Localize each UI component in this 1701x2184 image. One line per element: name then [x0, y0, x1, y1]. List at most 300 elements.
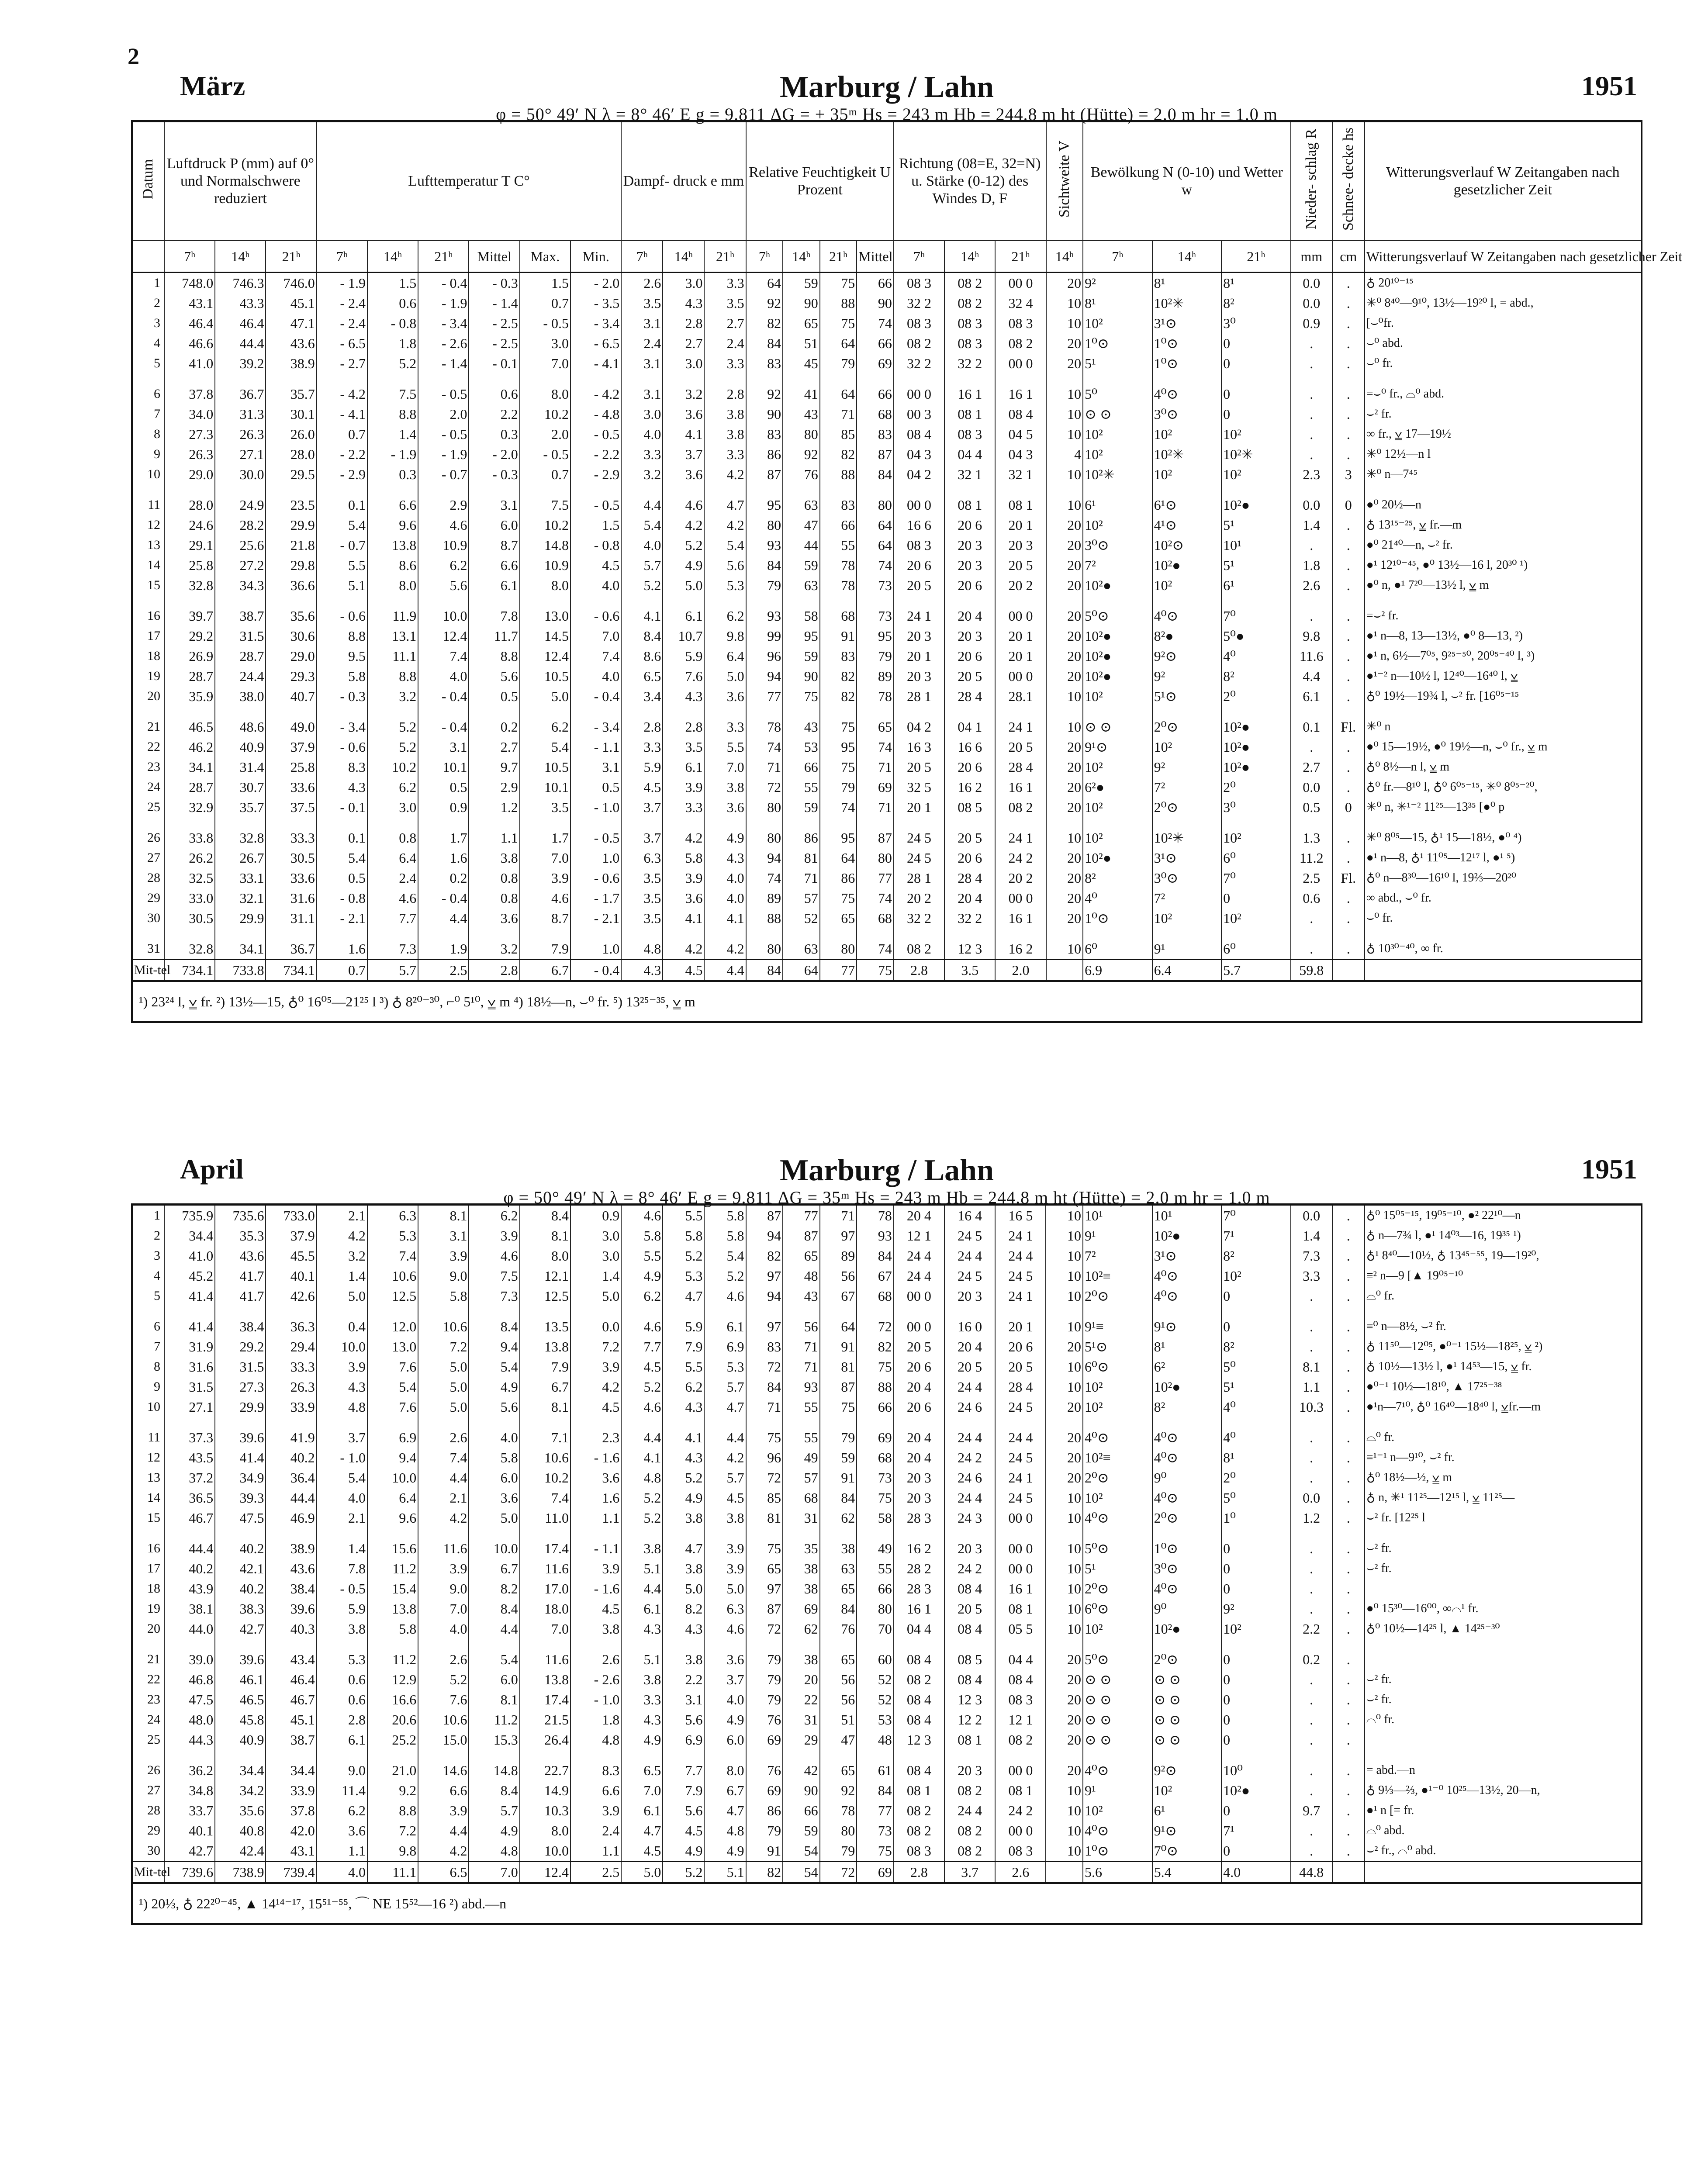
value-cell: 84 — [746, 333, 783, 353]
value-cell: 82 — [820, 444, 857, 464]
value-cell: 5.5 — [621, 1246, 663, 1266]
value-cell: 08 2 — [894, 1821, 944, 1841]
value-cell: 52 — [783, 908, 820, 928]
value-cell: 5.6 — [469, 1397, 519, 1417]
value-cell: 8.2 — [469, 1579, 519, 1599]
value-cell: 5.2 — [621, 1377, 663, 1397]
value-cell: 20 1 — [995, 1306, 1046, 1337]
weather-notes-cell: ♁⁰ n—8³⁰—16¹⁰ l, 19⅔—20²⁰ — [1365, 868, 1642, 888]
value-cell: 8.0 — [367, 575, 418, 595]
value-cell: 10²● — [1221, 706, 1291, 737]
value-cell: 7.4 — [367, 1246, 418, 1266]
value-cell: 68 — [783, 1488, 820, 1508]
value-cell: 26.9 — [164, 646, 215, 666]
weather-notes-cell: ⌣² fr. — [1365, 1559, 1642, 1579]
value-cell: 3.3 — [621, 444, 663, 464]
table-row — [132, 1448, 1642, 1468]
value-cell: . — [1291, 1417, 1332, 1448]
value-cell: 75 — [820, 1397, 857, 1417]
value-cell: 3.8 — [704, 404, 746, 424]
value-cell: 10¹ — [1221, 535, 1291, 555]
value-cell: 97 — [746, 1306, 783, 1337]
value-cell: 0 — [1332, 797, 1365, 817]
day-cell: 5 — [132, 1286, 164, 1306]
value-cell: 5.0 — [663, 575, 704, 595]
value-cell: 6⁰ — [1221, 928, 1291, 960]
weather-notes-cell: ♁ n—7¾ l, ●¹ 14⁰³—16, 19³⁵ ¹) — [1365, 1226, 1642, 1246]
value-cell: 38.0 — [215, 686, 266, 706]
value-cell: 29 — [783, 1730, 820, 1750]
value-cell: - 1.9 — [418, 444, 469, 464]
value-cell: 0 — [1221, 1690, 1291, 1710]
value-cell: 31.4 — [215, 757, 266, 777]
mean-cell: 84 — [746, 960, 783, 981]
value-cell: 10²● — [1221, 737, 1291, 757]
value-cell: 7² — [1152, 888, 1222, 908]
value-cell: 29.2 — [164, 626, 215, 646]
value-cell: 8¹ — [1221, 1448, 1291, 1468]
table-row — [132, 1226, 1642, 1246]
value-cell: 44 — [783, 535, 820, 555]
value-cell: 2.1 — [317, 1508, 367, 1528]
value-cell: - 3.5 — [570, 293, 621, 313]
value-cell: 10² — [1083, 1397, 1152, 1417]
weather-notes-cell: ●⁰⁻¹ 10½—18¹⁰, ▲ 17²⁵⁻³⁸ — [1365, 1377, 1642, 1397]
mean-cell: 82 — [746, 1862, 783, 1883]
value-cell: 10.1 — [418, 757, 469, 777]
value-cell: 6.2 — [367, 777, 418, 797]
value-cell: 31.5 — [215, 1357, 266, 1377]
value-cell: 4.5 — [704, 1488, 746, 1508]
value-cell: 04 2 — [894, 706, 944, 737]
value-cell: 10² — [1152, 908, 1222, 928]
weather-notes-cell: ∞ fr., ⩣ 17—19½ — [1365, 424, 1642, 444]
value-cell: 00 0 — [995, 1508, 1046, 1528]
value-cell: 20 3 — [944, 1750, 995, 1780]
value-cell: 4.9 — [663, 1841, 704, 1862]
value-cell: - 3.4 — [317, 706, 367, 737]
weather-notes-cell: ●⁰ n, ●¹ 7²⁰—13½ l, ⩣ m — [1365, 575, 1642, 595]
value-cell: 7.6 — [367, 1357, 418, 1377]
mean-cell: 5.7 — [1221, 960, 1291, 981]
value-cell: 7.2 — [367, 1821, 418, 1841]
value-cell: 65 — [746, 1559, 783, 1579]
value-cell: 0.1 — [1291, 706, 1332, 737]
col-dampfdruck: Dampf- druck e mm — [621, 121, 746, 241]
value-cell: 37.9 — [266, 1226, 316, 1246]
value-cell: 10²● — [1083, 626, 1152, 646]
value-cell: 4⁰⊙ — [1152, 1286, 1222, 1306]
table-row — [132, 1690, 1642, 1710]
value-cell: 39.6 — [215, 1639, 266, 1669]
value-cell: 10² — [1152, 575, 1222, 595]
value-cell: 75 — [820, 757, 857, 777]
value-cell: 10.5 — [520, 666, 570, 686]
value-cell: 5.0 — [469, 1508, 519, 1528]
value-cell: 42.1 — [215, 1559, 266, 1579]
value-cell: 20 2 — [894, 888, 944, 908]
value-cell: - 1.6 — [570, 1579, 621, 1599]
weather-notes-cell: ✳⁰ 8⁰⁵—15, ♁¹ 15—18½, ●⁰ ⁴) — [1365, 817, 1642, 848]
value-cell: 55 — [783, 1417, 820, 1448]
value-cell: 8¹ — [1152, 1337, 1222, 1357]
month-title: März — [180, 70, 245, 101]
value-cell: . — [1291, 1468, 1332, 1488]
value-cell: 80 — [857, 848, 894, 868]
mean-cell: 738.9 — [215, 1862, 266, 1883]
value-cell: 3.0 — [621, 404, 663, 424]
value-cell: 10²● — [1152, 555, 1222, 575]
value-cell: 16.6 — [367, 1690, 418, 1710]
value-cell: 45.1 — [266, 293, 316, 313]
table-row — [132, 706, 1642, 737]
value-cell: 33.6 — [266, 777, 316, 797]
value-cell: 4.2 — [570, 1377, 621, 1397]
value-cell: 5.2 — [621, 1508, 663, 1528]
value-cell: 39.0 — [164, 1639, 215, 1669]
value-cell: 20 1 — [995, 515, 1046, 535]
value-cell: 80 — [820, 928, 857, 960]
value-cell: 4.9 — [663, 1488, 704, 1508]
value-cell: 16 1 — [995, 908, 1046, 928]
value-cell: 2⁰⊙ — [1152, 1508, 1222, 1528]
sub-header: cm — [1332, 241, 1365, 273]
value-cell: - 0.5 — [317, 1579, 367, 1599]
value-cell: 0 — [1221, 333, 1291, 353]
value-cell: - 3.4 — [570, 313, 621, 333]
day-cell: 24 — [132, 1710, 164, 1730]
weather-notes-cell: ●¹ n—8, ♁¹ 11⁰⁵—12¹⁷ l, ●¹ ⁵) — [1365, 848, 1642, 868]
value-cell: 10 — [1046, 1599, 1083, 1619]
value-cell: 24.4 — [215, 666, 266, 686]
day-cell: 17 — [132, 626, 164, 646]
value-cell: 36.5 — [164, 1488, 215, 1508]
value-cell: 00 0 — [995, 1559, 1046, 1579]
value-cell: 20 — [1046, 646, 1083, 666]
value-cell: 10²● — [1152, 1226, 1222, 1246]
value-cell: ⊙ ⊙ — [1152, 1690, 1222, 1710]
value-cell: 69 — [857, 353, 894, 373]
value-cell: . — [1332, 1750, 1365, 1780]
value-cell: 40.2 — [266, 1448, 316, 1468]
value-cell: 7.0 — [570, 626, 621, 646]
value-cell: 34.8 — [164, 1780, 215, 1800]
value-cell: 10² — [1221, 464, 1291, 484]
value-cell: 6¹ — [1083, 484, 1152, 515]
value-cell: 13.0 — [367, 1337, 418, 1357]
value-cell: 7.5 — [367, 373, 418, 404]
value-cell: 5⁰ — [1221, 1488, 1291, 1508]
value-cell: 31.5 — [164, 1377, 215, 1397]
value-cell: 22 — [783, 1690, 820, 1710]
value-cell: 92 — [783, 444, 820, 464]
value-cell: 12.5 — [367, 1286, 418, 1306]
value-cell: 10 — [1046, 1286, 1083, 1306]
value-cell: 69 — [857, 777, 894, 797]
value-cell: 3.8 — [663, 1559, 704, 1579]
value-cell: 7.0 — [704, 757, 746, 777]
value-cell: 20 — [1046, 555, 1083, 575]
value-cell: 42.0 — [266, 1821, 316, 1841]
value-cell: 97 — [820, 1226, 857, 1246]
value-cell: 66 — [857, 273, 894, 294]
value-cell: 56 — [783, 1306, 820, 1337]
value-cell: 11.2 — [367, 1559, 418, 1579]
value-cell: 0.8 — [469, 888, 519, 908]
value-cell: - 2.6 — [570, 1669, 621, 1690]
mean-cell — [1365, 960, 1642, 981]
value-cell: 20.6 — [367, 1710, 418, 1730]
value-cell: 6.9 — [367, 1417, 418, 1448]
value-cell: 46.7 — [266, 1690, 316, 1710]
value-cell: 21.8 — [266, 535, 316, 555]
table-row — [132, 1306, 1642, 1337]
value-cell: 3.9 — [469, 1226, 519, 1246]
value-cell: 24 1 — [995, 817, 1046, 848]
value-cell: 1⁰⊙ — [1083, 1841, 1152, 1862]
value-cell: 10 — [1046, 1226, 1083, 1246]
value-cell: 8.4 — [621, 626, 663, 646]
day-cell: 4 — [132, 1266, 164, 1286]
value-cell: 5.2 — [367, 353, 418, 373]
value-cell: 4.0 — [621, 535, 663, 555]
value-cell: - 2.7 — [317, 353, 367, 373]
value-cell: 9² — [1152, 666, 1222, 686]
value-cell: 46.5 — [215, 1690, 266, 1710]
value-cell: 26.4 — [520, 1730, 570, 1750]
value-cell: 51 — [783, 333, 820, 353]
value-cell: 59 — [783, 273, 820, 294]
value-cell: 3.8 — [663, 1639, 704, 1669]
value-cell: 15.3 — [469, 1730, 519, 1750]
value-cell: 6.1 — [663, 757, 704, 777]
day-cell: 20 — [132, 1619, 164, 1639]
value-cell: 66 — [820, 515, 857, 535]
value-cell: 746.3 — [215, 273, 266, 294]
weather-notes-cell: ⌣² fr. — [1365, 1690, 1642, 1710]
value-cell: 4⁰⊙ — [1152, 1488, 1222, 1508]
value-cell: 72 — [746, 1468, 783, 1488]
value-cell: 46.4 — [164, 313, 215, 333]
value-cell: 10 — [1046, 1246, 1083, 1266]
value-cell: - 0.5 — [418, 373, 469, 404]
value-cell: 74 — [857, 928, 894, 960]
value-cell: 0 — [1221, 1639, 1291, 1669]
value-cell: 79 — [820, 777, 857, 797]
value-cell: 30.7 — [215, 777, 266, 797]
value-cell: 8.4 — [469, 1306, 519, 1337]
value-cell: 69 — [857, 1417, 894, 1448]
value-cell: - 0.8 — [570, 535, 621, 555]
value-cell: 52 — [857, 1669, 894, 1690]
value-cell: 80 — [783, 424, 820, 444]
value-cell: 10²● — [1221, 1780, 1291, 1800]
value-cell: 1.3 — [1291, 817, 1332, 848]
value-cell: 10² — [1221, 1619, 1291, 1639]
table-row — [132, 1750, 1642, 1780]
sub-header: 7ʰ — [1083, 241, 1152, 273]
weather-notes-cell: ≡¹⁻¹ n—9¹⁰, ⌣² fr. — [1365, 1448, 1642, 1468]
value-cell: 5.9 — [317, 1599, 367, 1619]
value-cell: 8¹ — [1083, 293, 1152, 313]
value-cell: 2⁰ — [1221, 777, 1291, 797]
value-cell: 44.4 — [266, 1488, 316, 1508]
value-cell: - 0.1 — [469, 353, 519, 373]
value-cell: 4.3 — [621, 1710, 663, 1730]
value-cell: 5⁰ — [1221, 1357, 1291, 1377]
value-cell: 5.2 — [418, 1669, 469, 1690]
march-table — [131, 120, 1683, 1023]
value-cell: 11.2 — [1291, 848, 1332, 868]
value-cell: 28 3 — [894, 1579, 944, 1599]
value-cell: 4⁰ — [1221, 1397, 1291, 1417]
value-cell: - 3.4 — [418, 313, 469, 333]
value-cell: - 0.4 — [418, 706, 469, 737]
weather-notes-cell: ≡² n—9 [▲ 19⁰⁵⁻¹⁰ — [1365, 1266, 1642, 1286]
value-cell: 56 — [820, 1690, 857, 1710]
mean-cell: 5.7 — [367, 960, 418, 981]
value-cell: 24 5 — [894, 817, 944, 848]
value-cell: 29.8 — [266, 555, 316, 575]
value-cell: 0.1 — [317, 817, 367, 848]
value-cell: 46.9 — [266, 1508, 316, 1528]
value-cell: - 0.5 — [570, 424, 621, 444]
value-cell: 28.7 — [164, 777, 215, 797]
march-mean-row — [132, 960, 1642, 981]
col-feuchte: Relative Feuchtigkeit U Prozent — [746, 121, 894, 241]
value-cell: 46.5 — [164, 706, 215, 737]
value-cell: 34.4 — [164, 1226, 215, 1246]
value-cell: . — [1332, 1205, 1365, 1226]
value-cell: 75 — [820, 706, 857, 737]
station-title: Marburg / Lahn — [779, 70, 994, 104]
value-cell: 0.6 — [469, 373, 519, 404]
value-cell: 59 — [783, 1821, 820, 1841]
day-cell: 3 — [132, 1246, 164, 1266]
value-cell: 2.0 — [520, 424, 570, 444]
value-cell: 15.0 — [418, 1730, 469, 1750]
value-cell: ⊙ ⊙ — [1083, 1669, 1152, 1690]
value-cell: 7.4 — [570, 646, 621, 666]
value-cell: 08 1 — [894, 1780, 944, 1800]
value-cell: . — [1291, 1780, 1332, 1800]
value-cell: 0 — [1221, 404, 1291, 424]
value-cell: 5.5 — [663, 1357, 704, 1377]
value-cell: 4.5 — [570, 1397, 621, 1417]
value-cell: 21.5 — [520, 1710, 570, 1730]
value-cell: 10² — [1152, 424, 1222, 444]
value-cell: 46.7 — [164, 1508, 215, 1528]
value-cell: . — [1291, 1579, 1332, 1599]
value-cell: 93 — [746, 595, 783, 626]
value-cell: 1.8 — [570, 1710, 621, 1730]
value-cell: 7.4 — [418, 1448, 469, 1468]
value-cell: - 1.0 — [570, 1690, 621, 1710]
value-cell: 7.9 — [663, 1337, 704, 1357]
value-cell: 28 4 — [995, 1377, 1046, 1397]
value-cell: 11.2 — [469, 1710, 519, 1730]
value-cell: 42.4 — [215, 1841, 266, 1862]
value-cell: 3.5 — [621, 293, 663, 313]
value-cell: 87 — [783, 1226, 820, 1246]
value-cell: 08 3 — [894, 313, 944, 333]
value-cell: 74 — [857, 555, 894, 575]
weather-notes-cell: [⌣⁰fr. — [1365, 313, 1642, 333]
value-cell: 10²● — [1152, 1619, 1222, 1639]
value-cell: 0.0 — [1291, 293, 1332, 313]
value-cell: . — [1332, 595, 1365, 626]
value-cell: 16 1 — [995, 1579, 1046, 1599]
value-cell: 7.3 — [367, 928, 418, 960]
mean-cell: 4.0 — [1221, 1862, 1291, 1883]
value-cell: 18.0 — [520, 1599, 570, 1619]
sub-header: 21ʰ — [418, 241, 469, 273]
value-cell: 3.5 — [621, 868, 663, 888]
value-cell: 6.4 — [367, 1488, 418, 1508]
table-row — [132, 1488, 1642, 1508]
value-cell: 20 1 — [995, 646, 1046, 666]
value-cell: 2.2 — [663, 1669, 704, 1690]
value-cell: 79 — [857, 646, 894, 666]
value-cell: 33.3 — [266, 1357, 316, 1377]
value-cell: 30.6 — [266, 626, 316, 646]
value-cell: 6⁰ — [1083, 928, 1152, 960]
value-cell: 08 2 — [995, 1730, 1046, 1750]
value-cell: 04 5 — [995, 424, 1046, 444]
table-row — [132, 1246, 1642, 1266]
value-cell: 79 — [746, 1669, 783, 1690]
sub-header: 7ʰ — [746, 241, 783, 273]
value-cell: 6¹ — [1152, 1800, 1222, 1821]
value-cell: 2.7 — [469, 737, 519, 757]
value-cell: 48.0 — [164, 1710, 215, 1730]
value-cell: 3.3 — [621, 737, 663, 757]
day-cell: 17 — [132, 1559, 164, 1579]
table-row — [132, 797, 1642, 817]
value-cell: 20 2 — [995, 575, 1046, 595]
value-cell: ⊙ ⊙ — [1083, 1730, 1152, 1750]
value-cell: 5.0 — [317, 1286, 367, 1306]
value-cell: 9.5 — [317, 646, 367, 666]
value-cell: 20 — [1046, 1417, 1083, 1448]
value-cell: . — [1332, 1528, 1365, 1559]
value-cell: 28.7 — [215, 646, 266, 666]
value-cell: 9.8 — [367, 1841, 418, 1862]
value-cell: 3.9 — [663, 868, 704, 888]
value-cell: 68 — [820, 595, 857, 626]
value-cell: 28.1 — [995, 686, 1046, 706]
value-cell: 6.6 — [418, 1780, 469, 1800]
value-cell: - 2.4 — [317, 293, 367, 313]
value-cell: 16 2 — [894, 1528, 944, 1559]
value-cell: 9²⊙ — [1152, 646, 1222, 666]
april-section — [131, 1153, 1642, 1925]
value-cell: 24 5 — [894, 848, 944, 868]
value-cell: 5.8 — [704, 1226, 746, 1246]
value-cell: 10 — [1046, 313, 1083, 333]
value-cell: 7.0 — [621, 1780, 663, 1800]
value-cell: 76 — [746, 1750, 783, 1780]
value-cell: 67 — [820, 1286, 857, 1306]
value-cell: 32.9 — [164, 797, 215, 817]
day-cell: 7 — [132, 404, 164, 424]
value-cell: 92 — [746, 373, 783, 404]
value-cell: 20 — [1046, 1750, 1083, 1780]
value-cell: 49 — [783, 1448, 820, 1468]
sub-header: Mittel — [469, 241, 519, 273]
value-cell: 10² — [1083, 1488, 1152, 1508]
april-footnotes: ¹) 20⅓, ♁ 22²⁰⁻⁴⁵, ▲ 14¹⁴⁻¹⁷, 15⁵¹⁻⁵⁵, ⌒ NE 15⁵²—16 ²) abd.—n — [132, 1883, 1642, 1924]
